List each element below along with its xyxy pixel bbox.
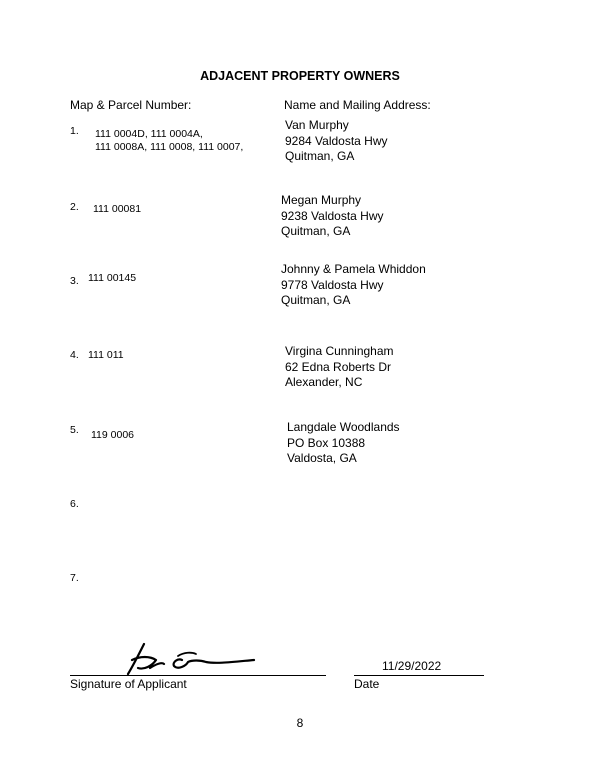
parcel-numbers [88, 349, 124, 362]
owner-address [285, 344, 394, 391]
owner-city: Quitman, GA [281, 293, 351, 307]
parcel-line: 111 00145 [88, 272, 137, 284]
parcel-line: 111 0004D, 111 0004A, [95, 128, 203, 140]
owner-address [285, 118, 388, 165]
date-value: 11/29/2022 [382, 659, 442, 673]
owner-street: 9238 Valdosta Hwy [281, 208, 384, 223]
entry-number: 2. [70, 201, 79, 213]
owner-street: 62 Edna Roberts Dr [285, 359, 392, 374]
owner-name: Virgina Cunningham [285, 344, 394, 358]
owner-address [287, 420, 400, 467]
date-line [354, 675, 484, 676]
owner-city: Alexander, NC [285, 375, 363, 389]
entry-number: 3. [70, 275, 79, 287]
parcel-column-header: Map & Parcel Number: [70, 98, 192, 112]
owner-column-header: Name and Mailing Address: [284, 98, 431, 112]
owner-name: Johnny & Pamela Whiddon [281, 262, 426, 276]
page-title: ADJACENT PROPERTY OWNERS [200, 69, 400, 83]
owner-street: 9778 Valdosta Hwy [281, 277, 384, 292]
signature-line [70, 675, 326, 676]
owner-street: PO Box 10388 [287, 435, 366, 450]
page-number: 8 [296, 716, 304, 730]
parcel-numbers [88, 272, 136, 285]
entry-number: 4. [70, 349, 79, 361]
owner-address [281, 262, 426, 309]
entry-number: 6. [70, 498, 79, 510]
owner-address [281, 193, 384, 240]
owner-name: Van Murphy [285, 118, 349, 132]
parcel-line: 119 0006 [91, 429, 135, 441]
parcel-line: 111 00081 [93, 203, 142, 215]
parcel-numbers [95, 128, 243, 154]
parcel-numbers [91, 429, 134, 442]
owner-city: Quitman, GA [285, 149, 355, 163]
owner-street: 9284 Valdosta Hwy [285, 133, 388, 148]
entry-number: 1. [70, 125, 79, 137]
owner-city: Quitman, GA [281, 224, 351, 238]
applicant-signature [120, 638, 260, 678]
owner-name: Megan Murphy [281, 193, 362, 207]
entry-number: 7. [70, 572, 79, 584]
signature-label: Signature of Applicant [70, 677, 187, 691]
owner-name: Langdale Woodlands [287, 420, 400, 434]
parcel-line: 111 011 [88, 349, 124, 361]
date-label: Date [354, 677, 380, 691]
entry-number: 5. [70, 424, 79, 436]
parcel-line: 111 0008A, 111 0008, 111 0007, [95, 141, 244, 153]
parcel-numbers [93, 203, 141, 216]
owner-city: Valdosta, GA [287, 451, 357, 465]
